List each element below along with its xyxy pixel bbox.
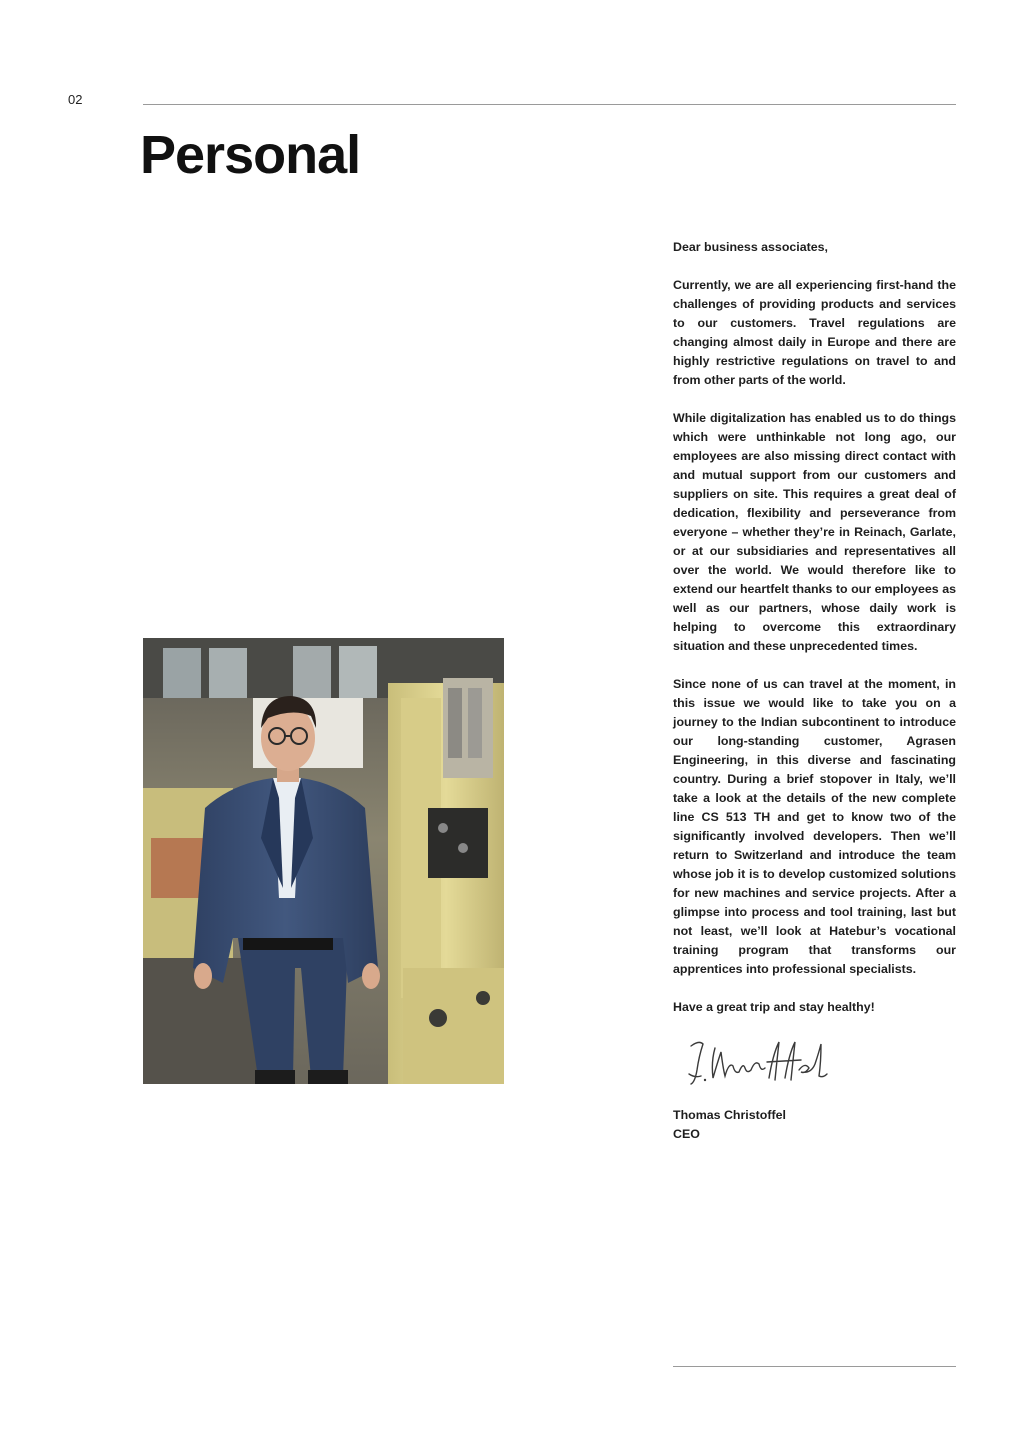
letter-salutation: Dear business associates, bbox=[673, 240, 828, 254]
handwritten-signature bbox=[681, 1034, 831, 1092]
signatory-role: CEO bbox=[673, 1127, 700, 1141]
signatory-name: Thomas Christoffel bbox=[673, 1108, 786, 1122]
letter-paragraph: Currently, we are all experiencing first-hand the challenges of providing products and services to our customers. Travel regulations are changing almost daily in Europe and there are highly restrictive regulations on travel to and from other parts of the world. bbox=[673, 278, 956, 387]
header-rule bbox=[143, 104, 956, 105]
letter-closing: Have a great trip and stay healthy! bbox=[673, 1000, 875, 1014]
footer-rule bbox=[673, 1366, 956, 1367]
letter-paragraph: While digitalization has enabled us to do things which were unthinkable not long ago, our employees are also missing direct contact with and mutual support from our customers and suppliers on site. This requires a great deal of dedication, flexibility and perseverance from everyone – whether they’re in Reinach, Garlate, or at our subsidiaries and representatives all over the world. We would therefore like to extend our heartfelt thanks to our employees as well as our partners, whose daily work is helping to overcome this extraordinary situation and these unprecedented times. bbox=[673, 411, 956, 653]
ceo-portrait-photo bbox=[143, 638, 504, 1084]
page-title: Personal bbox=[140, 125, 361, 185]
portrait-illustration bbox=[143, 638, 504, 1084]
letter-paragraph: Since none of us can travel at the moment, in this issue we would like to take you on a journey to the Indian subcontinent to introduce our long-standing customer, Agrasen Engineering, in this diverse and fascinating country. During a brief stopover in Italy, we’ll take a look at the details of the new complete line CS 513 TH and get to know two of the significantly involved developers. Then we’ll return to Switzerland and introduce the team whose job it is to develop customized solutions for new machines and service projects. After a glimpse into process and tool training, last but not least, we’ll look at Hatebur’s vocational training program that transforms our apprentices into professional specialists. bbox=[673, 677, 956, 976]
editorial-letter bbox=[673, 238, 956, 1144]
page-number: 02 bbox=[68, 92, 83, 107]
